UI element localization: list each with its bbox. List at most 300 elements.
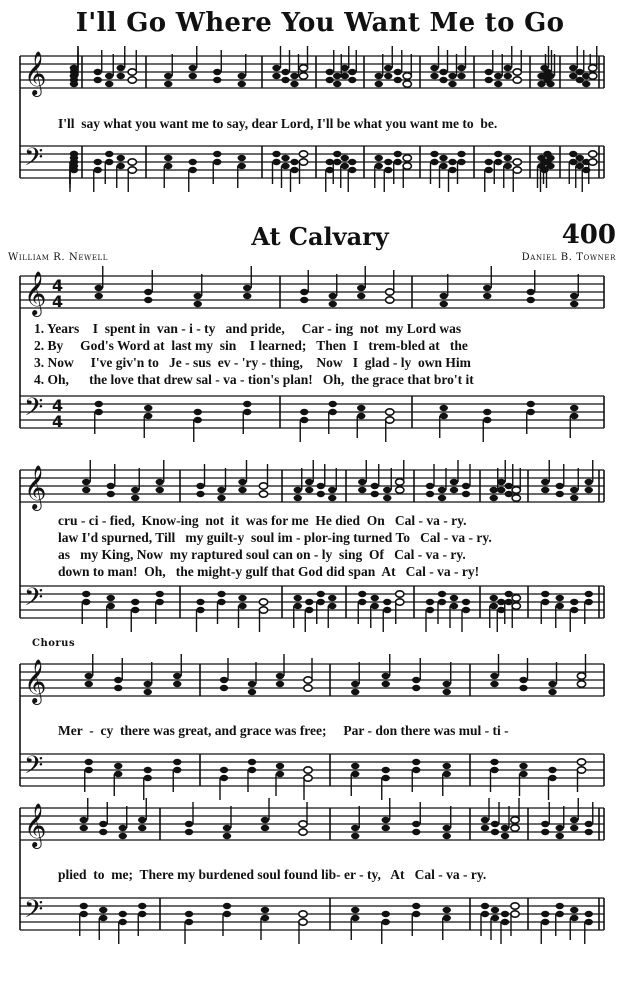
note-head xyxy=(243,285,251,291)
note-head xyxy=(99,829,107,835)
note-head xyxy=(457,159,465,165)
note-head xyxy=(570,825,578,831)
note-head xyxy=(443,825,451,831)
note-head xyxy=(541,487,549,493)
note-head xyxy=(300,297,308,303)
note-head xyxy=(519,771,527,777)
note-head xyxy=(82,599,90,605)
note-head xyxy=(317,599,325,605)
note-head xyxy=(217,599,225,605)
note-head xyxy=(213,151,221,157)
note-head xyxy=(85,767,93,773)
note-head xyxy=(556,491,564,497)
note-head xyxy=(70,167,78,173)
note-head xyxy=(99,907,107,913)
note-head xyxy=(119,911,127,917)
note-head xyxy=(95,401,103,407)
note-head xyxy=(412,759,420,765)
note-head xyxy=(223,911,231,917)
note-head xyxy=(294,595,302,601)
note-head xyxy=(299,919,307,925)
note-head xyxy=(394,151,402,157)
note-head xyxy=(144,405,152,411)
note-head xyxy=(490,603,498,609)
note-head xyxy=(144,681,152,687)
note-head xyxy=(438,591,446,597)
note-head xyxy=(261,825,269,831)
note-head xyxy=(448,159,456,165)
note-head xyxy=(80,903,88,909)
note-head xyxy=(371,491,379,497)
note-head xyxy=(329,409,337,415)
note-head xyxy=(519,677,527,683)
note-head xyxy=(501,833,509,839)
note-head xyxy=(396,479,404,485)
note-head xyxy=(440,293,448,299)
note-head xyxy=(585,487,593,493)
note-head xyxy=(541,911,549,917)
note-head xyxy=(299,829,307,835)
note-head xyxy=(448,73,456,79)
note-head xyxy=(357,413,365,419)
treble-clef-icon: 𝄞 xyxy=(24,803,47,847)
note-head xyxy=(333,159,341,165)
note-head xyxy=(128,77,136,83)
note-head xyxy=(144,767,152,773)
note-head xyxy=(95,409,103,415)
note-head xyxy=(194,301,202,307)
note-head xyxy=(194,409,202,415)
note-head xyxy=(259,491,267,497)
note-head xyxy=(384,73,392,79)
note-head xyxy=(438,487,446,493)
note-head xyxy=(173,759,181,765)
note-head xyxy=(348,159,356,165)
note-head xyxy=(299,151,307,157)
note-head xyxy=(439,163,447,169)
note-head xyxy=(430,73,438,79)
note-head xyxy=(281,69,289,75)
note-head xyxy=(483,285,491,291)
note-head xyxy=(317,591,325,597)
note-head xyxy=(382,767,390,773)
note-head xyxy=(94,159,102,165)
note-head xyxy=(117,73,125,79)
note-head xyxy=(589,73,597,79)
note-head xyxy=(156,591,164,597)
note-head xyxy=(95,293,103,299)
note-head xyxy=(382,775,390,781)
note-head xyxy=(383,487,391,493)
note-head xyxy=(384,167,392,173)
note-head xyxy=(248,681,256,687)
note-head xyxy=(589,159,597,165)
note-head xyxy=(519,685,527,691)
note-head xyxy=(439,77,447,83)
note-head xyxy=(491,829,499,835)
note-head xyxy=(272,159,280,165)
note-head xyxy=(351,689,359,695)
note-head xyxy=(317,483,325,489)
note-head xyxy=(412,677,420,683)
note-head xyxy=(541,599,549,605)
note-head xyxy=(213,77,221,83)
note-head xyxy=(223,833,231,839)
note-head xyxy=(556,595,564,601)
note-head xyxy=(196,483,204,489)
note-head xyxy=(501,919,509,925)
note-head xyxy=(114,771,122,777)
note-head xyxy=(294,487,302,493)
note-head xyxy=(430,151,438,157)
note-head xyxy=(328,495,336,501)
note-head xyxy=(117,163,125,169)
note-head xyxy=(94,77,102,83)
note-head xyxy=(144,297,152,303)
note-head xyxy=(156,479,164,485)
note-head xyxy=(276,763,284,769)
note-head xyxy=(341,163,349,169)
note-head xyxy=(490,681,498,687)
note-head xyxy=(394,159,402,165)
note-head xyxy=(238,595,246,601)
note-head xyxy=(128,69,136,75)
note-head xyxy=(117,65,125,71)
note-head xyxy=(556,483,564,489)
note-head xyxy=(304,767,312,773)
note-head xyxy=(164,81,172,87)
note-head xyxy=(577,767,585,773)
note-head xyxy=(105,81,113,87)
note-head xyxy=(548,681,556,687)
note-head xyxy=(305,599,313,605)
note-head xyxy=(333,73,341,79)
verse-2-line-2: law I'd spurned, Till my guilt-y soul im - plor-ing turned To Cal - va - ry. xyxy=(58,530,492,545)
note-head xyxy=(371,483,379,489)
note-head xyxy=(585,479,593,485)
note-head xyxy=(546,155,554,161)
note-head xyxy=(450,603,458,609)
note-head xyxy=(386,289,394,295)
note-head xyxy=(585,821,593,827)
note-head xyxy=(527,401,535,407)
note-head xyxy=(497,479,505,485)
note-head xyxy=(383,495,391,501)
note-head xyxy=(570,301,578,307)
note-head xyxy=(412,911,420,917)
note-head xyxy=(483,293,491,299)
note-head xyxy=(223,825,231,831)
note-head xyxy=(490,495,498,501)
note-head xyxy=(341,155,349,161)
note-head xyxy=(546,163,554,169)
note-head xyxy=(527,409,535,415)
note-head xyxy=(382,919,390,925)
note-head xyxy=(138,903,146,909)
note-head xyxy=(570,495,578,501)
time-signature-top: 4 xyxy=(52,276,64,295)
treble-clef-icon: 𝄞 xyxy=(24,659,47,703)
note-head xyxy=(512,595,520,601)
note-head xyxy=(107,595,115,601)
note-head xyxy=(443,681,451,687)
note-head xyxy=(299,821,307,827)
note-head xyxy=(570,413,578,419)
note-head xyxy=(358,591,366,597)
note-head xyxy=(138,825,146,831)
bass-clef-icon: 𝄢 xyxy=(24,895,44,930)
note-head xyxy=(485,167,493,173)
note-head xyxy=(259,607,267,613)
note-head xyxy=(570,915,578,921)
note-head xyxy=(82,591,90,597)
note-head xyxy=(105,73,113,79)
note-head xyxy=(70,159,78,165)
note-head xyxy=(333,81,341,87)
verse-2-line-1: 2. By God's Word at last my sin I learned; Then I trem-bled at the xyxy=(34,338,468,353)
note-head xyxy=(505,599,513,605)
note-head xyxy=(450,479,458,485)
note-head xyxy=(491,821,499,827)
treble-clef-icon: 𝄞 xyxy=(24,271,47,315)
note-head xyxy=(504,163,512,169)
note-head xyxy=(107,491,115,497)
note-head xyxy=(300,409,308,415)
note-head xyxy=(481,911,489,917)
note-head xyxy=(448,167,456,173)
note-head xyxy=(196,607,204,613)
note-head xyxy=(173,681,181,687)
note-head xyxy=(527,297,535,303)
note-head xyxy=(383,599,391,605)
bass-clef-icon: 𝄢 xyxy=(24,751,44,786)
note-head xyxy=(576,163,584,169)
note-head xyxy=(194,293,202,299)
note-head xyxy=(412,821,420,827)
note-head xyxy=(117,155,125,161)
note-head xyxy=(357,293,365,299)
note-head xyxy=(248,759,256,765)
note-head xyxy=(384,159,392,165)
note-head xyxy=(443,833,451,839)
note-head xyxy=(341,73,349,79)
note-head xyxy=(290,159,298,165)
note-head xyxy=(99,915,107,921)
note-head xyxy=(114,763,122,769)
note-head xyxy=(128,159,136,165)
note-head xyxy=(371,595,379,601)
note-head xyxy=(305,479,313,485)
note-head xyxy=(272,73,280,79)
note-head xyxy=(403,163,411,169)
note-head xyxy=(185,829,193,835)
verse-1-line-2: cru - ci - fied, Know-ing not it was for me He died On Cal - va - ry. xyxy=(58,513,467,528)
note-head xyxy=(238,155,246,161)
note-head xyxy=(294,495,302,501)
note-head xyxy=(382,817,390,823)
note-head xyxy=(384,65,392,71)
time-signature-bottom: 4 xyxy=(52,412,64,431)
note-head xyxy=(485,159,493,165)
note-head xyxy=(358,479,366,485)
note-head xyxy=(505,591,513,597)
note-head xyxy=(501,825,509,831)
verses-block-1 xyxy=(34,320,474,388)
note-head xyxy=(70,81,78,87)
note-head xyxy=(304,677,312,683)
note-head xyxy=(556,603,564,609)
note-head xyxy=(426,483,434,489)
note-head xyxy=(119,825,127,831)
note-head xyxy=(119,919,127,925)
note-head xyxy=(238,603,246,609)
note-head xyxy=(426,599,434,605)
note-head xyxy=(351,833,359,839)
note-head xyxy=(119,833,127,839)
note-head xyxy=(294,603,302,609)
note-head xyxy=(490,595,498,601)
note-head xyxy=(329,301,337,307)
note-head xyxy=(412,829,420,835)
note-head xyxy=(220,767,228,773)
note-head xyxy=(375,73,383,79)
note-head xyxy=(386,409,394,415)
note-head xyxy=(85,759,93,765)
note-head xyxy=(276,681,284,687)
note-head xyxy=(82,487,90,493)
note-head xyxy=(569,65,577,71)
note-head xyxy=(443,771,451,777)
note-head xyxy=(276,771,284,777)
note-head xyxy=(576,155,584,161)
note-head xyxy=(189,159,197,165)
note-head xyxy=(512,603,520,609)
note-head xyxy=(114,677,122,683)
note-head xyxy=(326,77,334,83)
note-head xyxy=(243,409,251,415)
note-head xyxy=(196,599,204,605)
note-head xyxy=(513,167,521,173)
note-head xyxy=(494,81,502,87)
note-head xyxy=(144,775,152,781)
treble-clef-icon: 𝄞 xyxy=(24,51,47,95)
note-head xyxy=(577,673,585,679)
treble-clef-icon: 𝄞 xyxy=(24,465,47,509)
time-signature-top: 4 xyxy=(52,396,64,415)
note-head xyxy=(519,763,527,769)
note-head xyxy=(329,401,337,407)
note-head xyxy=(438,599,446,605)
note-head xyxy=(328,595,336,601)
note-head xyxy=(248,767,256,773)
note-head xyxy=(457,65,465,71)
note-head xyxy=(185,821,193,827)
note-head xyxy=(348,167,356,173)
note-head xyxy=(513,69,521,75)
note-head xyxy=(164,163,172,169)
note-head xyxy=(243,293,251,299)
note-head xyxy=(82,479,90,485)
note-head xyxy=(300,417,308,423)
note-head xyxy=(570,599,578,605)
hymn-title-ill-go: I'll Go Where You Want Me to Go xyxy=(75,8,565,38)
bass-clef-icon: 𝄢 xyxy=(24,143,44,178)
note-head xyxy=(546,73,554,79)
note-head xyxy=(220,685,228,691)
note-head xyxy=(396,487,404,493)
note-head xyxy=(403,73,411,79)
note-head xyxy=(548,689,556,695)
note-head xyxy=(248,689,256,695)
note-head xyxy=(290,73,298,79)
note-head xyxy=(570,607,578,613)
note-head xyxy=(548,767,556,773)
note-head xyxy=(430,65,438,71)
note-head xyxy=(497,487,505,493)
note-head xyxy=(556,825,564,831)
note-head xyxy=(570,817,578,823)
note-head xyxy=(80,911,88,917)
note-head xyxy=(585,919,593,925)
note-head xyxy=(272,151,280,157)
note-head xyxy=(305,487,313,493)
note-head xyxy=(491,907,499,913)
note-head xyxy=(351,681,359,687)
note-head xyxy=(585,599,593,605)
note-head xyxy=(328,487,336,493)
note-head xyxy=(512,487,520,493)
note-head xyxy=(105,159,113,165)
note-head xyxy=(541,919,549,925)
note-head xyxy=(546,81,554,87)
note-head xyxy=(438,495,446,501)
note-head xyxy=(569,159,577,165)
note-head xyxy=(217,495,225,501)
note-head xyxy=(513,77,521,83)
note-head xyxy=(304,685,312,691)
note-head xyxy=(403,81,411,87)
note-head xyxy=(138,911,146,917)
note-head xyxy=(281,163,289,169)
time-signature-bottom: 4 xyxy=(52,292,64,311)
note-head xyxy=(259,599,267,605)
note-head xyxy=(351,763,359,769)
note-head xyxy=(138,817,146,823)
note-head xyxy=(490,673,498,679)
note-head xyxy=(570,293,578,299)
note-head xyxy=(585,591,593,597)
note-head xyxy=(371,603,379,609)
note-head xyxy=(450,595,458,601)
note-head xyxy=(217,591,225,597)
note-head xyxy=(383,607,391,613)
note-head xyxy=(144,289,152,295)
note-head xyxy=(164,155,172,161)
note-head xyxy=(504,155,512,161)
note-head xyxy=(185,911,193,917)
note-head xyxy=(194,417,202,423)
chorus-label: Chorus xyxy=(32,638,76,649)
note-head xyxy=(394,77,402,83)
note-head xyxy=(541,829,549,835)
note-head xyxy=(527,289,535,295)
composer-credit: Daniel B. Towner xyxy=(521,252,616,263)
note-head xyxy=(131,599,139,605)
note-head xyxy=(341,65,349,71)
note-head xyxy=(80,825,88,831)
note-head xyxy=(512,495,520,501)
note-head xyxy=(144,413,152,419)
